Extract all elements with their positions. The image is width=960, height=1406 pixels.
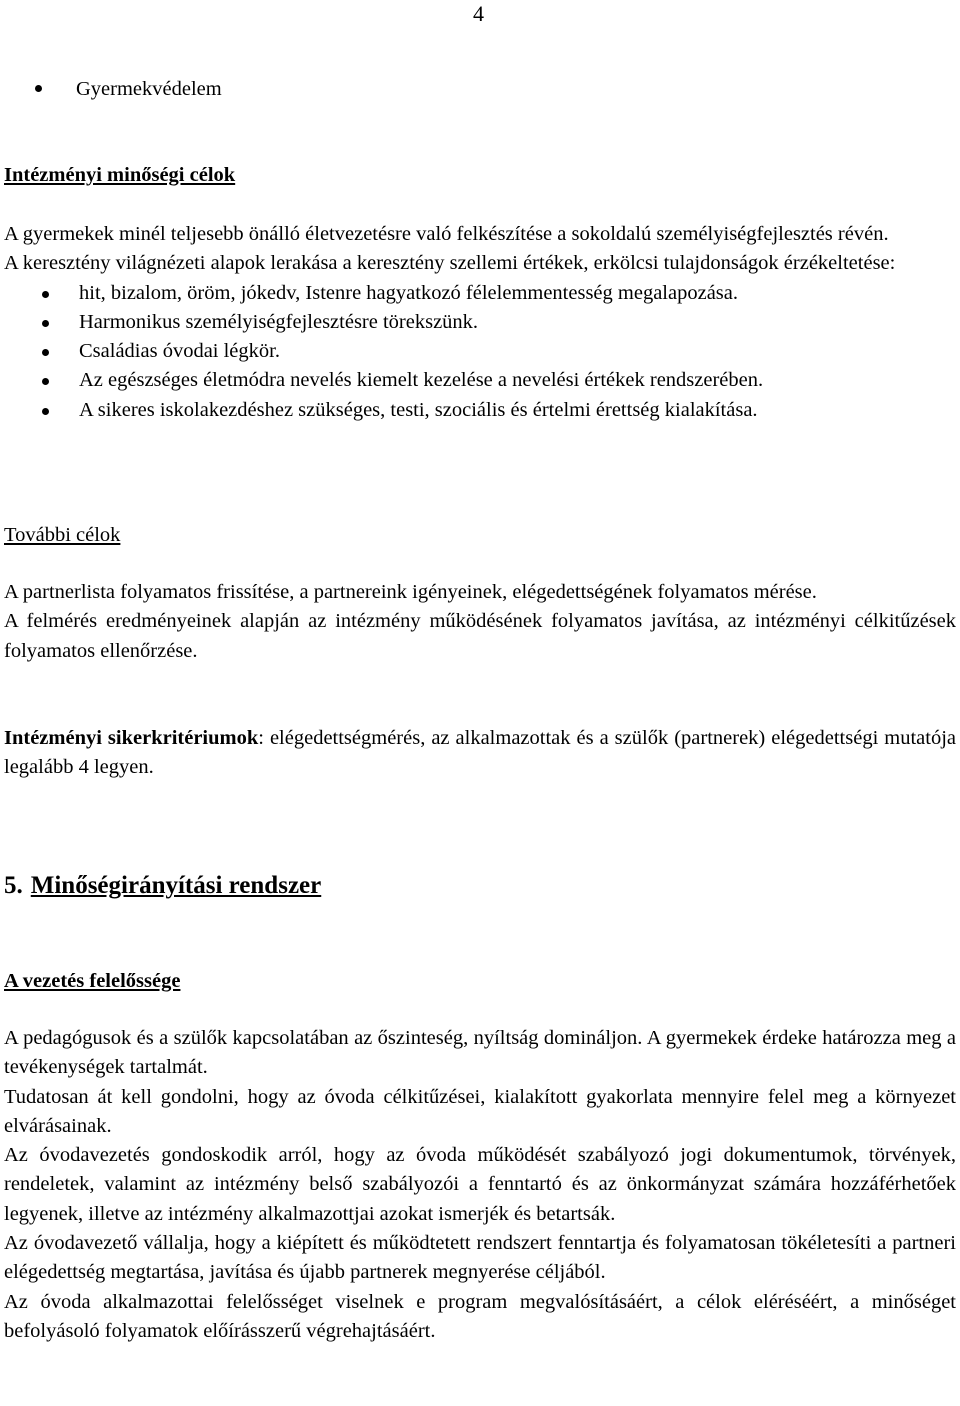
bullet-dot-icon bbox=[42, 408, 49, 415]
heading-leadership: A vezetés felelőssége bbox=[4, 970, 181, 992]
page-number: 4 bbox=[473, 1, 484, 26]
heading-quality-goals: Intézményi minőségi célok bbox=[4, 164, 236, 186]
section-number: 5. bbox=[4, 872, 23, 899]
list-item: Az egészséges életmódra nevelés kiemelt kezelése a nevelési értékek rendszerében. bbox=[4, 366, 956, 395]
further-goals-section bbox=[4, 578, 956, 666]
bullet-dot-icon bbox=[35, 85, 42, 92]
heading-further-goals: További célok bbox=[4, 524, 121, 546]
list-item: hit, bizalom, öröm, jókedv, Istenre hagyatkozó félelemmentesség megalapozása. bbox=[4, 279, 956, 308]
paragraph-leadership-1: A pedagógusok és a szülők kapcsolatában az őszinteség, nyíltság domináljon. A gyermekek érdeke határozza meg a tevékenységek tartalmát. bbox=[4, 1027, 956, 1079]
success-criteria-text: : elégedettségmérés, az alkalmazottak és a szülők (partnerek) elégedettségi mutatója legalább 4 legyen. bbox=[4, 727, 956, 779]
top-bullet-text: Gyermekvédelem bbox=[76, 78, 222, 100]
paragraph-further-1: A partnerlista folyamatos frissítése, a partnereink igényeinek, elégedettségének folyamatos mérése. bbox=[4, 581, 817, 603]
paragraph-leadership-2: Tudatosan át kell gondolni, hogy az óvoda célkitűzései, kialakított gyakorlata mennyire felel meg a környezet elvárásainak. bbox=[4, 1085, 956, 1137]
paragraph-leadership-4: Az óvodavezető vállalja, hogy a kiépített és működtetett rendszert fenntartja és folyamatosan tökéletesíti a partneri elégedettség megtartása, javítása és újabb partnerek megnyerése céljából. bbox=[4, 1232, 956, 1284]
section-title-text: Minőségirányítási rendszer bbox=[30, 872, 322, 899]
bullet-dot-icon bbox=[42, 291, 49, 298]
paragraph-leadership-5: Az óvoda alkalmazottai felelősséget viselnek e program megvalósításáért, a célok eléréséért, a minőséget befolyásoló folyamatok előírásszerű végrehajtásáért. bbox=[4, 1290, 956, 1342]
bullet-dot-icon bbox=[42, 349, 49, 356]
section-5-title-block bbox=[4, 870, 956, 902]
paragraph-success-criteria bbox=[4, 724, 956, 783]
leadership-heading-block bbox=[4, 966, 956, 996]
leadership-section bbox=[4, 1024, 956, 1346]
list-item: Családias óvodai légkör. bbox=[4, 337, 956, 366]
success-criteria-label: Intézményi sikerkritériumok bbox=[4, 727, 259, 749]
paragraph-goals-2: A keresztény világnézeti alapok lerakása a keresztény szellemi értékek, erkölcsi tulajdonságok érzékeltetése: bbox=[4, 252, 896, 275]
paragraph-leadership-3: Az óvodavezetés gondoskodik arról, hogy az óvoda működését szabályozó jogi dokumentumok, törvények, rendeletek, valamint az intézmény belső szabályozói a fenntartó és az önkormányzat számára hozzáférhetőek legyenek, illetve az intézmény alkalmazottjai azokat ismerjék és betartsák. bbox=[4, 1144, 956, 1225]
paragraph-goals-1: A gyermekek minél teljesebb önálló életvezetésre való felkészítése a sokoldalú személyiségfejlesztés révén. bbox=[4, 223, 889, 245]
goals-section bbox=[4, 220, 956, 425]
paragraph-further-2: A felmérés eredményeinek alapján az intézmény működésének folyamatos javítása, az intézményi célkitűzések folyamatos ellenőrzése. bbox=[4, 610, 956, 662]
success-criteria-block bbox=[4, 724, 956, 783]
list-item: Harmonikus személyiségfejlesztésre törekszünk. bbox=[4, 308, 956, 337]
section-title bbox=[4, 870, 956, 902]
list-item: A sikeres iskolakezdéshez szükséges, testi, szociális és értelmi érettség kialakítása. bbox=[4, 396, 956, 425]
bullet-dot-icon bbox=[42, 320, 49, 327]
bullet-dot-icon bbox=[42, 378, 49, 385]
further-goals-heading-block bbox=[4, 520, 956, 550]
goals-bullet-list bbox=[4, 279, 956, 425]
heading-quality-goals-block bbox=[4, 160, 956, 190]
top-bullet-item bbox=[35, 74, 222, 104]
